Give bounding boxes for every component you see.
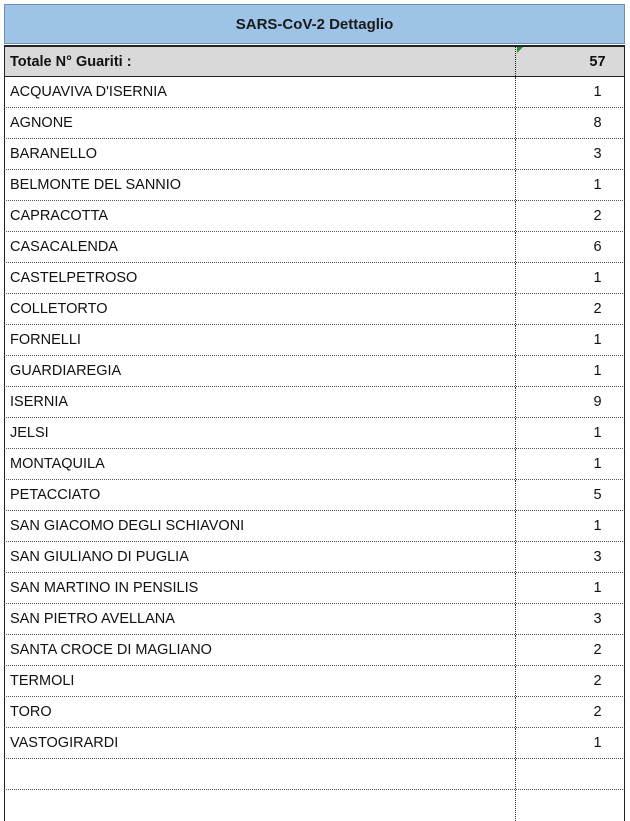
empty-value-cell[interactable]: [515, 790, 624, 821]
empty-row[interactable]: [4, 759, 625, 790]
municipality-name[interactable]: FORNELLI: [10, 332, 81, 348]
table-row[interactable]: [4, 108, 625, 139]
municipality-name[interactable]: TERMOLI: [10, 673, 75, 689]
spreadsheet: [4, 0, 628, 811]
recovered-count[interactable]: 1: [515, 263, 624, 293]
recovered-count[interactable]: 1: [515, 511, 624, 541]
municipality-name[interactable]: TORO: [10, 704, 52, 720]
total-label[interactable]: Totale N° Guariti :: [10, 53, 132, 70]
recovered-count[interactable]: 2: [515, 201, 624, 231]
municipality-name[interactable]: CAPRACOTTA: [10, 208, 109, 224]
table-row[interactable]: [4, 139, 625, 170]
municipality-name[interactable]: CASACALENDA: [10, 239, 118, 255]
recovered-count[interactable]: 1: [515, 449, 624, 479]
municipality-name[interactable]: VASTOGIRARDI: [10, 735, 119, 751]
table-row[interactable]: [4, 604, 625, 635]
recovered-count[interactable]: 3: [515, 604, 624, 634]
table-row[interactable]: [4, 542, 625, 573]
municipality-name[interactable]: MONTAQUILA: [10, 456, 105, 472]
table-row[interactable]: [4, 728, 625, 759]
municipality-name[interactable]: COLLETORTO: [10, 301, 108, 317]
recovered-count[interactable]: 2: [515, 294, 624, 324]
table-row[interactable]: [4, 697, 625, 728]
recovered-count[interactable]: 1: [515, 573, 624, 603]
table-row[interactable]: [4, 356, 625, 387]
municipality-name[interactable]: SAN MARTINO IN PENSILIS: [10, 580, 199, 596]
municipality-name[interactable]: PETACCIATO: [10, 487, 101, 503]
table-row[interactable]: [4, 294, 625, 325]
municipality-name[interactable]: SANTA CROCE DI MAGLIANO: [10, 642, 212, 658]
municipality-name[interactable]: JELSI: [10, 425, 49, 441]
municipality-name[interactable]: BELMONTE DEL SANNIO: [10, 177, 182, 193]
table-title[interactable]: SARS-CoV-2 Dettaglio: [4, 4, 625, 44]
municipality-name[interactable]: GUARDIAREGIA: [10, 363, 122, 379]
recovered-count[interactable]: 1: [515, 170, 624, 200]
recovered-count[interactable]: 3: [515, 542, 624, 572]
table-row[interactable]: [4, 511, 625, 542]
recovered-table: [4, 45, 625, 821]
recovered-count[interactable]: 2: [515, 666, 624, 696]
municipality-name[interactable]: BARANELLO: [10, 146, 98, 162]
municipality-name[interactable]: ACQUAVIVA D'ISERNIA: [10, 84, 167, 100]
municipality-name[interactable]: SAN PIETRO AVELLANA: [10, 611, 175, 627]
recovered-count[interactable]: 5: [515, 480, 624, 510]
table-row[interactable]: [4, 635, 625, 666]
total-value[interactable]: 57: [515, 47, 624, 76]
recovered-count[interactable]: 6: [515, 232, 624, 262]
total-row[interactable]: [4, 45, 625, 77]
municipality-name[interactable]: AGNONE: [10, 115, 73, 131]
recovered-count[interactable]: 8: [515, 108, 624, 138]
table-row[interactable]: [4, 232, 625, 263]
table-row[interactable]: [4, 201, 625, 232]
table-row[interactable]: [4, 263, 625, 294]
table-row[interactable]: [4, 418, 625, 449]
recovered-count[interactable]: 9: [515, 387, 624, 417]
table-row[interactable]: [4, 449, 625, 480]
table-row[interactable]: [4, 77, 625, 108]
recovered-count[interactable]: 3: [515, 139, 624, 169]
table-row[interactable]: [4, 573, 625, 604]
table-row[interactable]: [4, 666, 625, 697]
recovered-count[interactable]: 2: [515, 635, 624, 665]
recovered-count[interactable]: 1: [515, 325, 624, 355]
recovered-count[interactable]: 1: [515, 356, 624, 386]
municipality-name[interactable]: ISERNIA: [10, 394, 69, 410]
empty-row[interactable]: [4, 790, 625, 821]
table-row[interactable]: [4, 325, 625, 356]
empty-value-cell[interactable]: [515, 759, 624, 789]
table-row[interactable]: [4, 480, 625, 511]
municipality-name[interactable]: SAN GIULIANO DI PUGLIA: [10, 549, 189, 565]
recovered-count[interactable]: 1: [515, 77, 624, 107]
table-row[interactable]: [4, 387, 625, 418]
municipality-name[interactable]: SAN GIACOMO DEGLI SCHIAVONI: [10, 518, 245, 534]
recovered-count[interactable]: 1: [515, 418, 624, 448]
municipality-name[interactable]: CASTELPETROSO: [10, 270, 138, 286]
table-row[interactable]: [4, 170, 625, 201]
recovered-count[interactable]: 1: [515, 728, 624, 758]
recovered-count[interactable]: 2: [515, 697, 624, 727]
